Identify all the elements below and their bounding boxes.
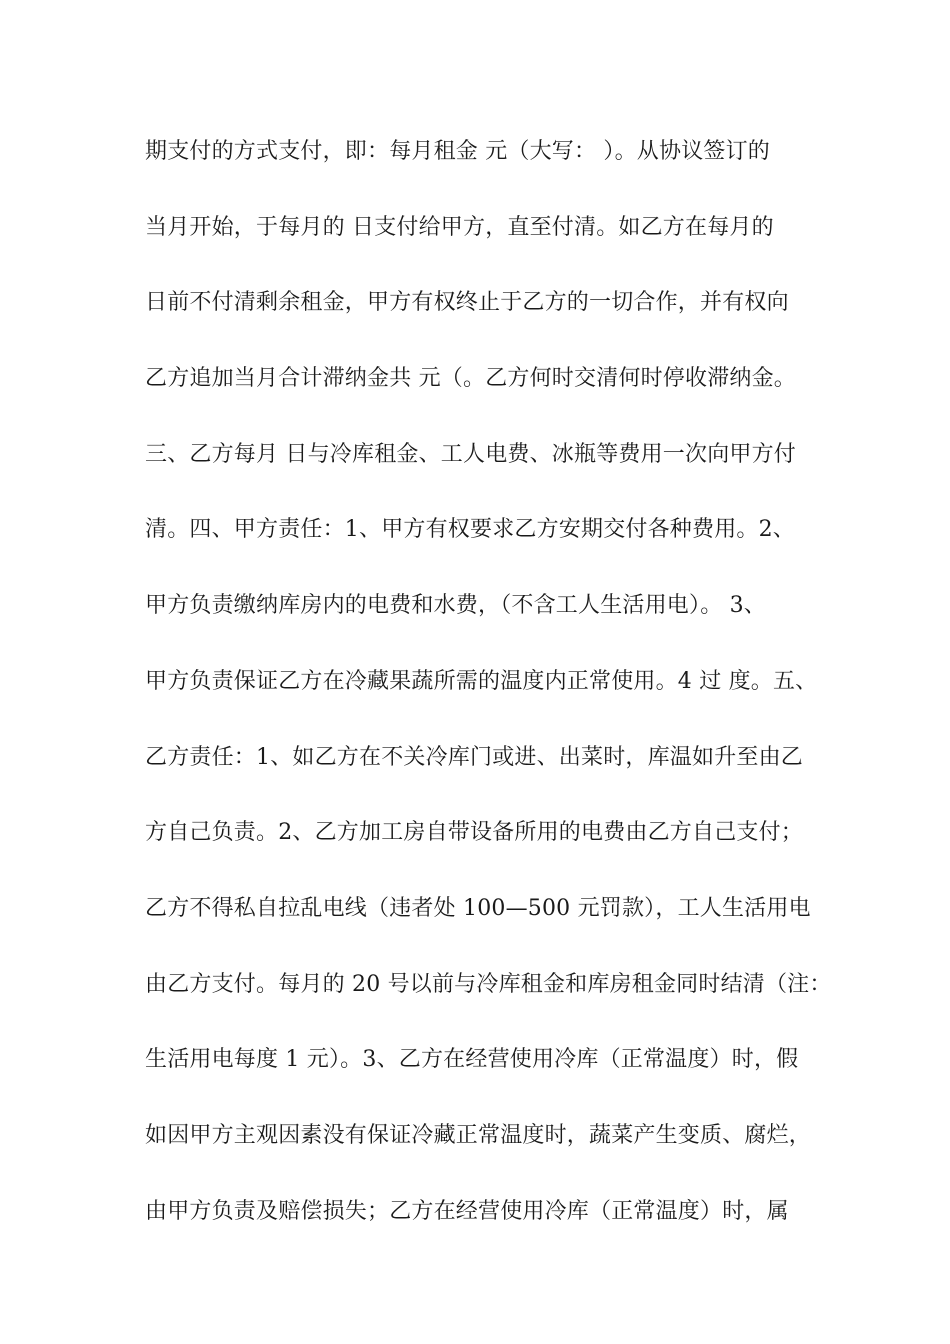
text-line: 期支付的方式支付，即：每月租金 元（大写： ）。从协议签订的 xyxy=(145,139,770,164)
text-line: 由甲方负责及赔偿损失；乙方在经营使用冷库（正常温度）时，属 xyxy=(145,1198,789,1224)
text-line: 甲方负责缴纳库房内的电费和水费，（不含工人生活用电）。 3、 xyxy=(145,593,766,619)
text-line: 生活用电每度 1 元）。3、乙方在经营使用冷库（正常温度）时，假 xyxy=(145,1047,799,1073)
text-line: 当月开始，于每月的 日支付给甲方，直至付清。如乙方在每月的 xyxy=(145,214,774,240)
text-line: 方自己负责。2、乙方加工房自带设备所用的电费由乙方自己支付； xyxy=(145,820,803,846)
text-line: 乙方追加当月合计滞纳金共 元（。乙方何时交清何时停收滞纳金。 xyxy=(145,366,796,392)
text-line: 乙方责任：1、如乙方在不关冷库门或进、出菜时，库温如升至由乙 xyxy=(145,744,803,770)
text-line: 乙方不得私自拉乱电线（违者处 100—500 元罚款），工人生活用电 xyxy=(145,895,811,921)
text-line: 由乙方支付。每月的 20 号以前与冷库租金和库房租金同时结清（注： xyxy=(145,971,832,997)
text-line: 清。四、甲方责任：1、甲方有权要求乙方安期交付各种费用。2、 xyxy=(145,517,795,543)
text-line: 如因甲方主观因素没有保证冷藏正常温度时，蔬菜产生变质、腐烂， xyxy=(145,1122,812,1148)
body-text xyxy=(145,133,832,1268)
text-line: 日前不付清剩余租金，甲方有权终止于乙方的一切合作，并有权向 xyxy=(145,290,789,316)
text-line: 甲方负责保证乙方在冷藏果蔬所需的温度内正常使用。4 过 度。五、 xyxy=(145,668,818,694)
text-line: 三、乙方每月 日与冷库租金、工人电费、冰瓶等费用一次向甲方付 xyxy=(145,441,796,467)
